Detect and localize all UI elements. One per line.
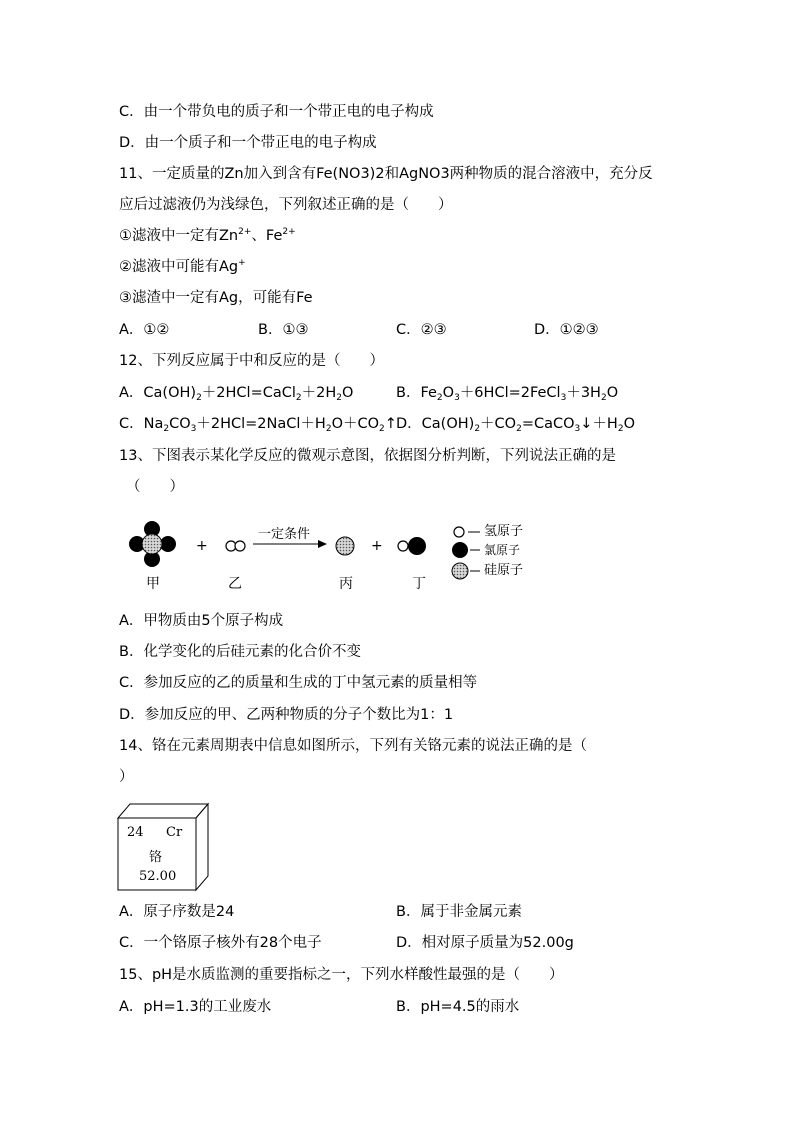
legend-chlorine: 氯原子 [484, 543, 521, 557]
q11-option-a: A．①② [119, 322, 170, 338]
q11-option-b: B．①③ [258, 322, 309, 338]
q14-stem-line1: 14、铬在元素周期表中信息如图所示，下列有关铬元素的说法正确的是（ [119, 738, 587, 754]
q12-stem: 12、下列反应属于中和反应的是（ ） [119, 353, 384, 369]
q13-stem-line1: 13、下图表示某化学反应的微观示意图，依据图分析判断，下列说法正确的是 [119, 448, 616, 464]
q11-s2-charge: + [238, 258, 246, 268]
q14-option-d: D．相对原子质量为52.00g [396, 935, 574, 951]
q11-stem-line1: 11、一定质量的Zn加入到含有Fe(NO3)2和AgNO3两种物质的混合溶液中，充分反 [119, 166, 653, 182]
q12-option-c: C．$Na_2CO_3+2HCl=2NaCl+H_2O+CO_2↑$ [119, 416, 397, 434]
q13-option-c: C．参加反应的乙的质量和生成的丁中氢元素的质量相等 [119, 675, 478, 691]
legend-h-icon [454, 527, 464, 537]
q12-option-a: A．$Ca(OH)_2+2HCl=CaCl_2+2H_2O$ [119, 385, 354, 403]
q11-s1-text: ①滤液中一定有Zn [119, 228, 239, 244]
element-atomic-number: 24 [127, 825, 144, 840]
legend-si-icon [452, 563, 468, 579]
q15-option-a: A．pH=1.3的工业废水 [119, 999, 272, 1015]
label-ding: 丁 [412, 576, 426, 592]
q14-option-b: B．属于非金属元素 [396, 904, 522, 920]
molecule-ding [398, 537, 426, 555]
molecule-jia [129, 521, 176, 567]
q12-option-d: D．$Ca(OH)_2+CO_2=CaCO_3↓+H_2O$ [396, 416, 635, 434]
plus-sign-1: + [196, 538, 208, 554]
label-yi: 乙 [228, 576, 242, 592]
molecule-yi [226, 541, 245, 551]
h-atom [235, 541, 245, 551]
legend-silicon: 硅原子 [484, 563, 524, 578]
arrow-head-icon [318, 540, 327, 548]
label-bing: 丙 [339, 576, 353, 592]
q14-stem-line2: ） [119, 769, 134, 785]
h-atom [398, 541, 408, 551]
q11-s1-charge2: 2+ [282, 227, 296, 237]
q11-option-c: C．②③ [396, 322, 447, 338]
q11-statement-3: ③滤渣中一定有Ag，可能有Fe [119, 290, 313, 306]
legend-hydrogen: 氢原子 [484, 524, 524, 539]
q13-option-a: A．甲物质由5个原子构成 [119, 613, 284, 629]
q13-option-d: D．参加反应的甲、乙两种物质的分子个数比为1：1 [119, 707, 454, 723]
q11-stem-line2: 应后过滤液仍为浅绿色，下列叙述正确的是（ ） [119, 197, 453, 213]
q11-s1-charge1: 2+ [238, 227, 252, 237]
q15-stem: 15、pH是水质监测的重要指标之一，下列水样酸性最强的是（ ） [119, 967, 564, 983]
arrow-condition-label: 一定条件 [258, 527, 311, 542]
legend-cl-icon [452, 542, 468, 558]
q13-stem-line2: （ ） [126, 479, 184, 495]
label-jia: 甲 [146, 576, 160, 592]
q12-option-b: B．$Fe_2O_3+6HCl=2FeCl_3+3H_2O$ [396, 385, 619, 403]
cl-atom [408, 537, 426, 555]
q14-option-c: C．一个铬原子核外有28个电子 [119, 935, 322, 951]
q10-option-d: D．由一个质子和一个带正电的电子构成 [119, 135, 377, 151]
element-symbol: Cr [166, 825, 183, 840]
element-name: 铬 [149, 850, 163, 865]
element-atomic-mass: 52.00 [139, 869, 177, 884]
q11-s1-mid: 、Fe [251, 228, 283, 244]
q15-option-b: B．pH=4.5的雨水 [396, 999, 520, 1015]
q10-option-c: C．由一个带负电的质子和一个带正电的电子构成 [119, 104, 434, 120]
plus-sign-2: + [371, 538, 383, 554]
q11-option-d: D．①②③ [534, 322, 599, 338]
q14-option-a: A．原子序数是24 [119, 904, 235, 920]
molecule-bing [336, 537, 354, 555]
si-atom [142, 534, 162, 554]
q11-s2-text: ②滤液中可能有Ag [119, 259, 239, 275]
q13-option-b: B．化学变化的后硅元素的化合价不变 [119, 644, 361, 660]
